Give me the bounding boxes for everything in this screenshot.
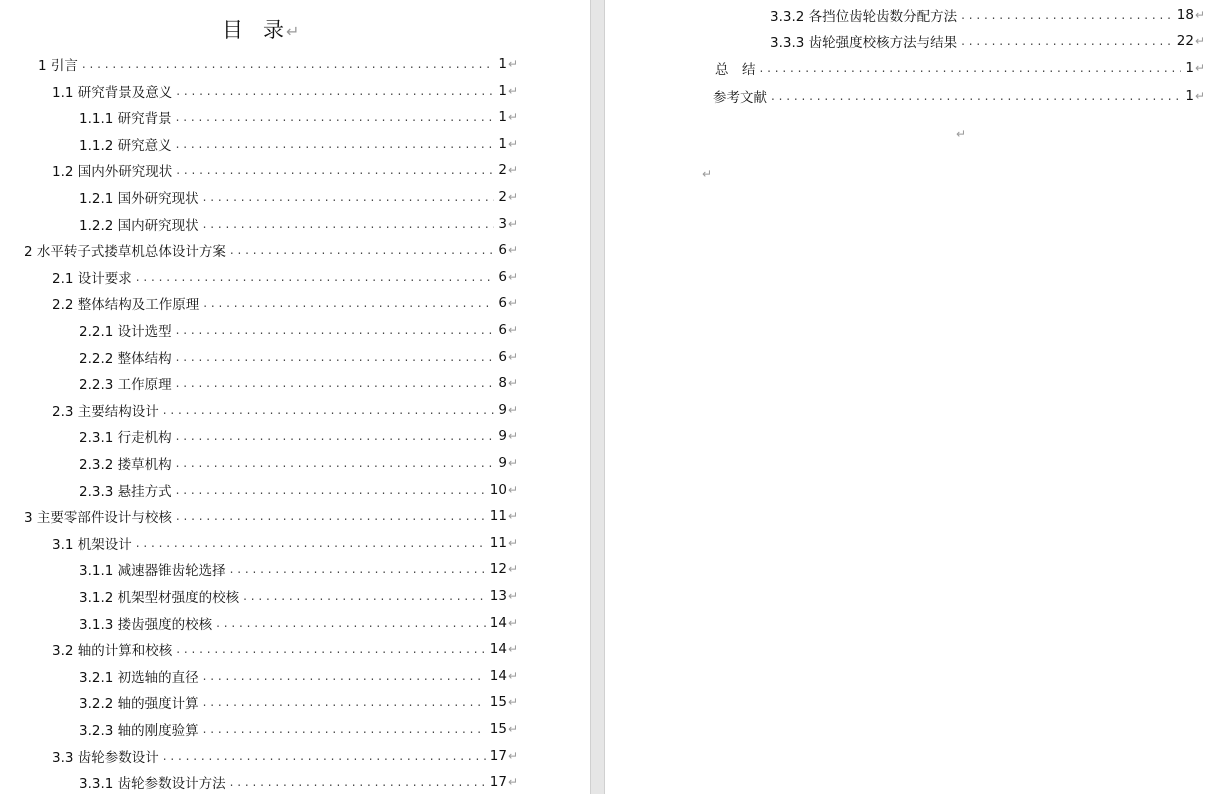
paragraph-mark: ↵	[702, 167, 713, 181]
toc-entry[interactable]	[79, 773, 518, 791]
toc-entry[interactable]	[52, 640, 518, 658]
paragraph-mark: ↵	[507, 562, 518, 577]
toc-leader-dots	[176, 376, 495, 390]
toc-page-number: 15	[489, 721, 507, 737]
paragraph-mark: ↵	[956, 127, 967, 141]
toc-page-number: 1	[498, 109, 507, 126]
toc-entry[interactable]	[52, 747, 518, 765]
toc-entry[interactable]	[52, 161, 518, 179]
toc-entry[interactable]	[52, 82, 518, 100]
toc-entry-label: 1.2.2 国内研究现状	[79, 217, 199, 234]
toc-entry[interactable]	[79, 321, 518, 339]
toc-title-char-2: 录	[263, 18, 286, 42]
toc-page-number: 6	[498, 348, 507, 365]
toc-entry[interactable]	[79, 667, 518, 685]
document-page-left	[0, 0, 590, 794]
toc-entry-label: 参考文献	[713, 90, 767, 106]
paragraph-mark: ↵	[507, 243, 518, 258]
toc-entry-label: 1.2 国内外研究现状	[52, 164, 173, 181]
toc-entry-label: 2.3.1 行走机构	[79, 430, 172, 447]
toc-page-number: 14	[489, 667, 507, 684]
paragraph-mark: ↵	[507, 642, 518, 657]
toc-page-number: 9	[498, 401, 507, 418]
paragraph-mark: ↵	[507, 296, 518, 311]
toc-page-number: 1	[1185, 88, 1194, 104]
toc-leader-dots	[136, 536, 486, 550]
toc-entry-label: 3.2.1 初选轴的直径	[79, 669, 199, 686]
toc-title	[222, 14, 301, 44]
toc-leader-dots	[136, 270, 495, 284]
toc-entry[interactable]	[715, 59, 1205, 77]
toc-page-number: 1	[1185, 60, 1194, 76]
paragraph-mark: ↵	[507, 722, 518, 736]
toc-entry[interactable]	[79, 108, 518, 126]
paragraph-mark: ↵	[507, 589, 518, 603]
toc-leader-dots	[176, 84, 494, 98]
toc-entry[interactable]	[52, 401, 518, 419]
toc-leader-dots	[203, 217, 495, 231]
toc-entry[interactable]	[52, 534, 518, 552]
toc-entry-label: 1 引言	[38, 58, 78, 74]
toc-entry-label: 3.3 齿轮参数设计	[52, 749, 159, 766]
toc-entry[interactable]	[24, 507, 518, 525]
toc-entry[interactable]	[713, 87, 1205, 105]
toc-page-number: 11	[489, 508, 507, 525]
toc-entry-label: 1.1 研究背景及意义	[52, 84, 173, 101]
toc-leader-dots	[230, 562, 486, 576]
paragraph-mark: ↵	[507, 748, 518, 763]
toc-leader-dots	[216, 616, 486, 630]
toc-page-number: 17	[489, 774, 507, 791]
paragraph-mark: ↵	[507, 695, 518, 710]
paragraph-mark: ↵	[507, 83, 518, 98]
toc-title-char-1: 目	[222, 18, 245, 42]
toc-page-number: 17	[489, 747, 507, 764]
paragraph-mark: ↵	[507, 615, 518, 630]
toc-leader-dots	[243, 589, 486, 603]
toc-page-number: 1	[498, 56, 507, 72]
toc-leader-dots	[176, 642, 485, 656]
toc-entry-label: 总 结	[715, 62, 756, 78]
toc-leader-dots	[176, 137, 495, 151]
toc-page-number: 13	[489, 588, 507, 604]
toc-leader-dots	[961, 34, 1173, 48]
paragraph-mark: ↵	[507, 163, 518, 178]
paragraph-mark: ↵	[507, 136, 518, 151]
paragraph-mark: ↵	[507, 323, 518, 337]
paragraph-mark: ↵	[507, 110, 518, 125]
toc-page-number: 2	[498, 189, 507, 205]
toc-entry-label: 3.1.1 减速器锥齿轮选择	[79, 563, 226, 580]
toc-leader-dots	[176, 456, 495, 470]
toc-leader-dots	[176, 323, 495, 337]
toc-leader-dots	[203, 190, 495, 204]
toc-leader-dots	[760, 61, 1182, 75]
toc-entry[interactable]	[79, 135, 518, 153]
toc-page-number: 6	[498, 295, 507, 312]
toc-entry-label: 3.1 机架设计	[52, 536, 132, 553]
toc-entry[interactable]	[79, 374, 518, 392]
toc-entry-label: 3.2.2 轴的强度计算	[79, 696, 199, 713]
toc-page-number: 10	[489, 481, 507, 498]
toc-entry-label: 3.3.3 齿轮强度校核方法与结果	[770, 35, 958, 51]
toc-entry[interactable]	[79, 587, 518, 605]
toc-entry[interactable]	[79, 614, 518, 632]
toc-leader-dots	[230, 243, 494, 257]
toc-entry-label: 3.2 轴的计算和校核	[52, 643, 173, 660]
toc-leader-dots	[203, 722, 486, 736]
toc-entry[interactable]	[770, 6, 1205, 24]
toc-leader-dots	[203, 296, 494, 310]
paragraph-mark: ↵	[286, 22, 302, 41]
toc-entry-label: 3.2.3 轴的刚度验算	[79, 723, 199, 739]
toc-page-number: 9	[498, 428, 507, 445]
paragraph-mark: ↵	[507, 668, 518, 683]
toc-entry-label: 3.1.3 搂齿强度的校核	[79, 616, 213, 633]
toc-page-number: 11	[489, 534, 507, 551]
paragraph-mark: ↵	[507, 775, 518, 790]
toc-entry-label: 1.1.2 研究意义	[79, 137, 172, 154]
toc-entry[interactable]	[79, 693, 518, 711]
paragraph-mark: ↵	[507, 269, 518, 284]
toc-entry[interactable]	[770, 32, 1205, 50]
toc-entry-label: 3.3.1 齿轮参数设计方法	[79, 776, 226, 793]
toc-entry-label: 2.2.2 整体结构	[79, 350, 172, 367]
paragraph-mark: ↵	[507, 402, 518, 417]
paragraph-mark: ↵	[507, 349, 518, 364]
toc-leader-dots	[771, 89, 1181, 103]
toc-page-number: 2	[498, 162, 507, 179]
toc-page-number: 15	[489, 694, 507, 711]
toc-leader-dots	[230, 775, 486, 789]
paragraph-mark: ↵	[507, 216, 518, 231]
toc-entry-label: 1.2.1 国外研究现状	[79, 191, 199, 207]
toc-leader-dots	[176, 509, 486, 523]
toc-entry-label: 1.1.1 研究背景	[79, 111, 172, 128]
toc-leader-dots	[163, 403, 495, 417]
toc-entry-label: 3 主要零部件设计与校核	[24, 510, 172, 527]
toc-entry-label: 2.3.3 悬挂方式	[79, 483, 172, 500]
paragraph-mark: ↵	[507, 376, 518, 391]
page-gap	[590, 0, 605, 794]
paragraph-mark: ↵	[507, 535, 518, 550]
toc-entry[interactable]	[38, 55, 518, 73]
paragraph-mark: ↵	[507, 482, 518, 497]
toc-entry[interactable]	[79, 427, 518, 445]
paragraph-mark: ↵	[1194, 34, 1205, 48]
toc-leader-dots	[176, 350, 495, 364]
toc-entry[interactable]	[79, 348, 518, 366]
toc-entry-label: 2.1 设计要求	[52, 270, 132, 287]
toc-page-number: 6	[498, 242, 507, 259]
paragraph-mark: ↵	[507, 429, 518, 444]
toc-entry[interactable]	[24, 241, 518, 259]
paragraph-mark: ↵	[507, 190, 518, 204]
toc-leader-dots	[176, 163, 494, 177]
toc-entry-label: 2 水平转子式搂草机总体设计方案	[24, 244, 226, 261]
toc-entry[interactable]	[79, 720, 518, 738]
toc-leader-dots	[163, 749, 486, 763]
toc-page-number: 8	[498, 375, 507, 392]
toc-page-number: 6	[498, 322, 507, 338]
toc-entry[interactable]	[52, 268, 518, 286]
paragraph-mark: ↵	[1194, 89, 1205, 103]
toc-page-number: 22	[1176, 33, 1194, 49]
toc-entry[interactable]	[79, 188, 518, 206]
toc-leader-dots	[82, 57, 494, 71]
toc-page-number: 1	[498, 82, 507, 99]
paragraph-mark: ↵	[1194, 61, 1205, 75]
toc-leader-dots	[203, 669, 486, 683]
toc-entry-label: 2.3 主要结构设计	[52, 403, 159, 420]
toc-entry-label: 2.2.3 工作原理	[79, 377, 172, 394]
toc-leader-dots	[176, 429, 495, 443]
toc-page-number: 1	[498, 135, 507, 152]
toc-page-number: 18	[1176, 7, 1194, 23]
toc-leader-dots	[176, 110, 495, 124]
toc-entry-label: 3.1.2 机架型材强度的校核	[79, 590, 240, 606]
toc-entry-label: 3.3.2 各挡位齿轮齿数分配方法	[770, 9, 958, 25]
toc-page-number: 14	[489, 641, 507, 658]
toc-page-number: 12	[489, 561, 507, 578]
document-page-right	[605, 0, 1205, 794]
toc-entry[interactable]	[79, 481, 518, 499]
paragraph-mark: ↵	[1194, 8, 1205, 22]
paragraph-mark: ↵	[507, 456, 518, 470]
paragraph-mark: ↵	[507, 57, 518, 71]
toc-page-number: 3	[498, 215, 507, 232]
toc-entry-label: 2.2.1 设计选型	[79, 324, 172, 340]
toc-page-number: 9	[498, 455, 507, 471]
toc-entry-label: 2.3.2 搂草机构	[79, 457, 172, 473]
toc-entry[interactable]	[52, 294, 518, 312]
toc-leader-dots	[176, 483, 486, 497]
toc-leader-dots	[203, 695, 486, 709]
paragraph-mark: ↵	[507, 509, 518, 524]
toc-page-number: 14	[489, 614, 507, 631]
toc-entry[interactable]	[79, 454, 518, 472]
toc-entry[interactable]	[79, 560, 518, 578]
toc-entry[interactable]	[79, 215, 518, 233]
toc-page-number: 6	[498, 268, 507, 285]
toc-entry-label: 2.2 整体结构及工作原理	[52, 297, 200, 314]
toc-leader-dots	[961, 8, 1173, 22]
